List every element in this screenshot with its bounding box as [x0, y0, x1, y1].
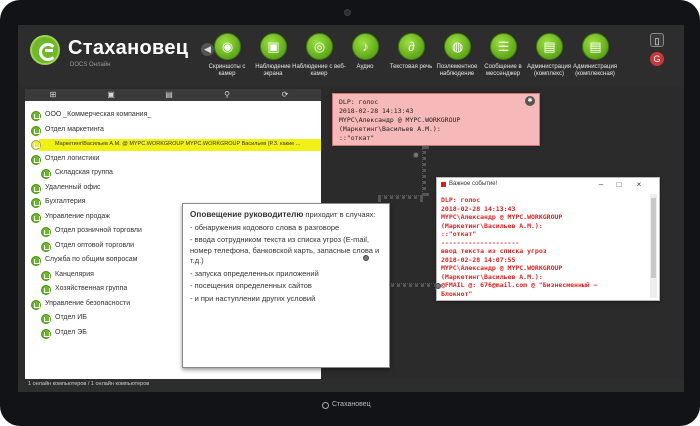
dialog-line: -------------------- [441, 238, 520, 247]
toolbar-label: Наблюдение с веб-камер [292, 64, 346, 77]
toolbar-camera-screenshots[interactable] [206, 33, 248, 87]
tree-item-label: Отдел оптовой торговли [55, 241, 135, 249]
monitor-icon: ▣ [260, 33, 287, 60]
tree-item-label: Хозяйственная группа [55, 285, 128, 292]
dialog-line: (Маркетинг\Васильев А.М.): [441, 272, 543, 281]
info-lead-rest: приходит в случаях: [303, 210, 376, 219]
dialog-line: DLP: голос [441, 196, 481, 204]
connector-line [378, 195, 423, 199]
bezel-brand-text: Стахановец [332, 401, 371, 408]
toolbar-messenger[interactable] [482, 33, 524, 87]
home-icon [31, 198, 41, 208]
tree-item-label: Отдел логистики [45, 154, 100, 162]
connector-pin [363, 255, 369, 261]
dialog-line: MYPC\Александр @ MYPC.WORKGROUP [441, 264, 563, 272]
tree-item[interactable] [25, 124, 321, 139]
tree-item-label: ООО _Коммерческая компания_ [45, 111, 152, 118]
minimize-icon[interactable]: – [598, 180, 604, 189]
alert-line: DLP: голос [339, 98, 379, 106]
bezel-brand [322, 401, 382, 411]
home-icon [31, 184, 41, 194]
tree-item-selected[interactable] [25, 138, 321, 153]
tree-item[interactable] [25, 167, 321, 182]
home-icon [31, 126, 41, 136]
tree-item-label: Бухгалтерия [45, 198, 86, 205]
maximize-icon[interactable]: □ [616, 180, 622, 189]
scrollbar-thumb[interactable] [651, 198, 656, 278]
info-callout [182, 203, 390, 368]
logo-icon [30, 35, 60, 65]
close-icon[interactable]: × [636, 180, 642, 189]
tree-item-label: Канцелярия [55, 270, 94, 278]
info-bullet: - посещения определенных сайтов [190, 281, 312, 290]
camera-icon: ◉ [214, 33, 241, 60]
chat-icon: ☰ [490, 33, 517, 60]
tab-search-icon[interactable]: ⚲ [224, 90, 230, 99]
info-bullet: - запуска определенных приложений [190, 268, 319, 278]
toolbar-element-monitoring[interactable] [436, 33, 478, 87]
home-icon [41, 329, 51, 339]
tab-refresh-icon[interactable]: ⟳ [281, 90, 289, 99]
tab-list-icon[interactable]: ▤ [165, 90, 173, 99]
home-icon [31, 155, 41, 165]
home-icon [41, 271, 51, 281]
toolbar [194, 33, 634, 87]
dialog-body [441, 196, 647, 298]
info-bullet: - и при наступлении других условий [190, 293, 316, 303]
dialog-line: ввод текста из списка угроз [441, 247, 547, 255]
eye-icon: ◍ [444, 33, 471, 60]
home-icon [31, 213, 41, 223]
gear-icon[interactable]: ✱ [525, 96, 535, 106]
id-card-icon: ▤ [536, 33, 563, 60]
tree-item[interactable] [25, 153, 321, 168]
toolbar-label: Сообщение в мессенджер [484, 64, 522, 77]
connector-pin [413, 152, 419, 158]
logo-close-icon[interactable]: G [650, 52, 664, 66]
info-lead [190, 210, 386, 221]
home-icon [41, 242, 51, 252]
alert-line: ::"откат" [339, 134, 375, 142]
toolbar-label: Текстовая речь [389, 64, 433, 70]
toolbar-admin-2[interactable] [574, 33, 616, 87]
app-header [18, 25, 684, 87]
home-icon [31, 256, 41, 266]
toolbar-label: Поэлементное наблюдение [436, 64, 478, 77]
brand-mark-icon [322, 402, 329, 409]
tree-item-label: Управление безопасности [45, 299, 131, 307]
window-controls [646, 31, 676, 71]
tree-item-label: Служба по общим вопросам [45, 256, 138, 263]
tree-item-label: Отдел ЭБ [55, 328, 87, 336]
app-screen [18, 25, 684, 392]
panel-tabs [25, 89, 321, 101]
id-card-icon: ▤ [582, 33, 609, 60]
app-tagline: DOCS Онлайн [70, 62, 111, 68]
alert-line: (Маркетинг\Васильев А.М.): [339, 125, 441, 133]
home-icon [41, 169, 51, 179]
toolbar-speech[interactable] [390, 33, 432, 87]
toolbar-webcam[interactable] [292, 33, 346, 87]
ear-icon: ∂ [398, 33, 425, 60]
dialog-line: (Маркетинг\Васильев А.М.): [441, 221, 543, 230]
app-name: Стахановец [68, 37, 189, 59]
connector-pin [435, 283, 441, 289]
home-icon [41, 314, 51, 324]
dialog-line: ::"откат" [441, 230, 477, 238]
home-icon [41, 285, 51, 295]
dialog-line: 2018-02-28 14:07:55 [441, 255, 516, 264]
home-icon [31, 111, 41, 121]
toolbar-screen-monitoring[interactable] [252, 33, 294, 87]
tab-window-icon[interactable]: ▣ [107, 90, 115, 99]
toolbar-prev-icon[interactable]: ◀ [201, 43, 214, 56]
tree-item-label: Отдел маркетинга [45, 125, 104, 133]
toolbar-label: Администрация (комплексная) [572, 64, 618, 77]
tree-item[interactable] [25, 182, 321, 197]
microphone-icon: ♪ [352, 33, 379, 60]
page-icon[interactable]: ▯ [650, 33, 664, 47]
alert-line: 2018-02-28 14:13:43 [339, 107, 414, 115]
status-bar [18, 379, 684, 392]
tab-grid-icon[interactable]: ⊞ [49, 90, 57, 99]
webcam-icon: ◎ [306, 33, 333, 60]
toolbar-label: Аудио [356, 64, 374, 70]
dialog-title: Важное событие! [449, 181, 498, 187]
dialog-titlebar [437, 178, 659, 192]
home-icon [31, 300, 41, 310]
tree-item[interactable] [25, 109, 321, 124]
connector-line [422, 146, 426, 196]
home-icon [41, 227, 51, 237]
app-logo [30, 35, 220, 75]
alert-line: MYPC\Александр @ MYPC.WORKGROUP [339, 116, 461, 124]
info-text [190, 210, 386, 304]
important-event-dialog [436, 177, 660, 301]
status-text: 1 онлайн компьютеров / 1 онлайн компьютеров [28, 381, 150, 387]
user-icon [31, 140, 41, 150]
info-lead-bold: Оповещение руководителю [190, 210, 304, 219]
tree-item-label: Отдел ИБ [55, 314, 87, 321]
dialog-scrollbar[interactable] [650, 194, 657, 298]
toolbar-admin-1[interactable] [528, 33, 570, 87]
info-bullet: - ввода сотрудником текста из списка угроз (E-mail, номер телефона, банковской карть, запасные слова и т.д.) [190, 235, 380, 265]
warning-icon [441, 182, 446, 187]
tree-item-label: Управление продаж [45, 212, 110, 220]
toolbar-label: Администрация (комплекс) [526, 64, 572, 77]
tree-item-label: Отдел розничной торговли [55, 227, 142, 234]
dlp-alert-card[interactable] [332, 93, 540, 146]
camera-dot [344, 9, 351, 16]
tree-item-label: Маркетинг\Васильев А.М. @ MYPC.WORKGROUP MYPC.WORKGROUP Васильев (Р.З. какие ... [55, 141, 301, 147]
dialog-line: @FMAIL @: 676@mail.com @ "Бизнесменный — [441, 281, 598, 289]
dialog-line: Блокнот" [441, 289, 473, 298]
toolbar-audio[interactable] [344, 33, 386, 87]
dialog-line: MYPC\Александр @ MYPC.WORKGROUP [441, 213, 563, 221]
dialog-line: 2018-02-28 14:13:43 [441, 204, 516, 213]
toolbar-label: Наблюдение экрана [255, 64, 291, 77]
tree-item-label: Удаленный офис [45, 183, 101, 191]
tree-item-label: Складская группа [55, 169, 113, 176]
info-bullet: - обнаружения кодового слова в разговоре [190, 222, 340, 232]
toolbar-label: Скриншоты с камер [208, 64, 246, 77]
